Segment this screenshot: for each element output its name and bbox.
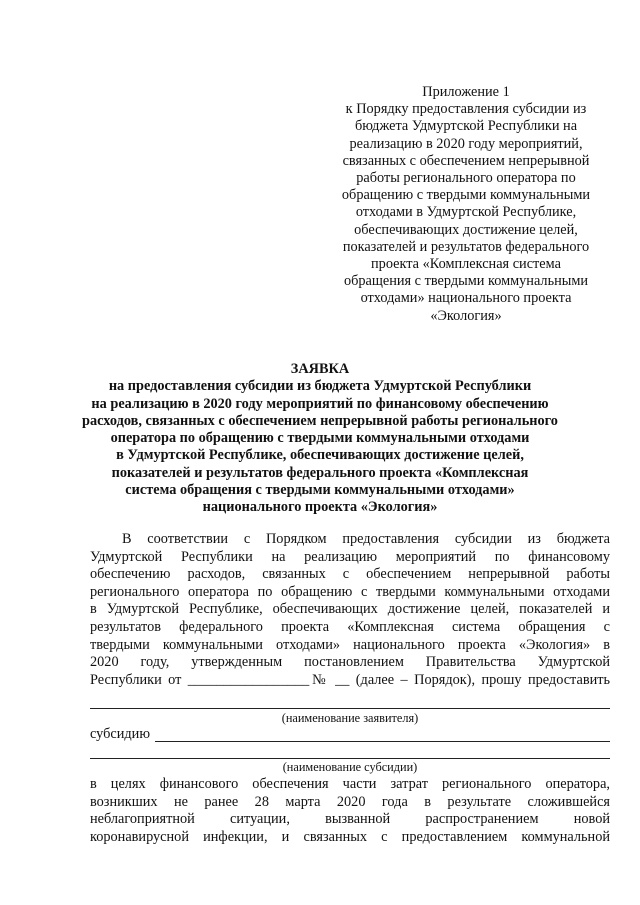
title-line: оператора по обращению с твердыми коммунальными отходами — [110, 430, 530, 447]
appendix-line: показателей и результатов федерального — [342, 238, 590, 255]
paragraph-line: результатов федерального проекта «Комплексная система обращения с — [90, 618, 610, 635]
paragraph-line: в Удмуртской Республике, обеспечивающих достижение целей, показателей и — [90, 601, 610, 618]
appendix-line: отходами в Удмуртской Республике, — [355, 204, 577, 221]
applicant-caption: (наименование заявителя) — [281, 711, 419, 725]
appendix-line: работы регионального оператора по — [356, 170, 576, 187]
appendix-line: обращения с твердыми коммунальными — [343, 273, 589, 290]
title-line: показателей и результатов федерального проекта «Комплексная — [111, 464, 529, 481]
appendix-line: к Порядку предоставления субсидии из — [345, 101, 587, 118]
paragraph-line: возникших не ранее 28 марта 2020 года в результате сложившейся — [90, 793, 610, 810]
paragraph-line: 2020 году, утвержденным постановлением Правительства Удмуртской — [90, 654, 610, 671]
paragraph-line: регионального оператора по обращению с твердыми коммунальными отходами — [90, 583, 610, 600]
appendix-line: связанных с обеспечением непрерывной — [342, 152, 590, 169]
title-line: система обращения с твердыми коммунальными отходами» — [125, 482, 515, 499]
title-line: национального проекта «Экология» — [202, 499, 438, 516]
paragraph-line: В соответствии с Порядком предоставления субсидии из бюджета — [122, 531, 610, 547]
title-line: в Удмуртской Республике, обеспечивающих достижение целей, — [116, 447, 524, 464]
paragraph-line: коронавирусной инфекции, и связанных с предоставлением коммунальной — [90, 828, 610, 845]
appendix-reference — [330, 84, 602, 325]
request-paragraph — [90, 531, 610, 689]
applicant-name-line — [90, 708, 610, 709]
subsidy-caption: (наименование субсидии) — [282, 760, 418, 774]
appendix-line: реализацию в 2020 году мероприятий, — [349, 135, 583, 152]
purpose-paragraph — [90, 776, 610, 846]
appendix-line: бюджета Удмуртской Республики на — [354, 118, 578, 135]
title-line: расходов, связанных с обеспечением непрерывной работы регионального — [82, 412, 558, 429]
appendix-line: отходами» национального проекта — [360, 290, 572, 307]
paragraph-line: Удмуртской Республики на реализацию мероприятий по финансовому — [90, 548, 610, 565]
paragraph-line: Республики от _________________№ __ (далее – Порядок), прошу предоставить — [90, 671, 610, 688]
subsidy-line-2 — [90, 758, 610, 759]
appendix-line: проекта «Комплексная система — [371, 256, 561, 273]
paragraph-line: неблагоприятной ситуации, вызванной распространением новой — [90, 811, 610, 828]
paragraph-line: твердыми коммунальными отходами» национального проекта «Экология» в — [90, 636, 610, 653]
appendix-line: обращению с твердыми коммунальными — [341, 187, 591, 204]
subsidy-label: субсидию — [90, 726, 150, 742]
paragraph-line: обеспечению расходов, связанных с обеспечением непрерывной работы — [90, 566, 610, 583]
title-line: на реализацию в 2020 году мероприятий по финансовому обеспечению — [91, 395, 549, 412]
appendix-line: обеспечивающих достижение целей, — [354, 221, 578, 238]
appendix-line: «Экология» — [430, 307, 502, 324]
paragraph-line: в целях финансового обеспечения части затрат регионального оператора, — [90, 776, 610, 792]
subsidy-line-1 — [155, 741, 610, 742]
title-heading: ЗАЯВКА — [290, 361, 350, 377]
document-title — [70, 361, 570, 517]
title-line: на предоставления субсидии из бюджета Удмуртской Республики — [108, 378, 532, 395]
appendix-line: Приложение 1 — [422, 84, 510, 100]
